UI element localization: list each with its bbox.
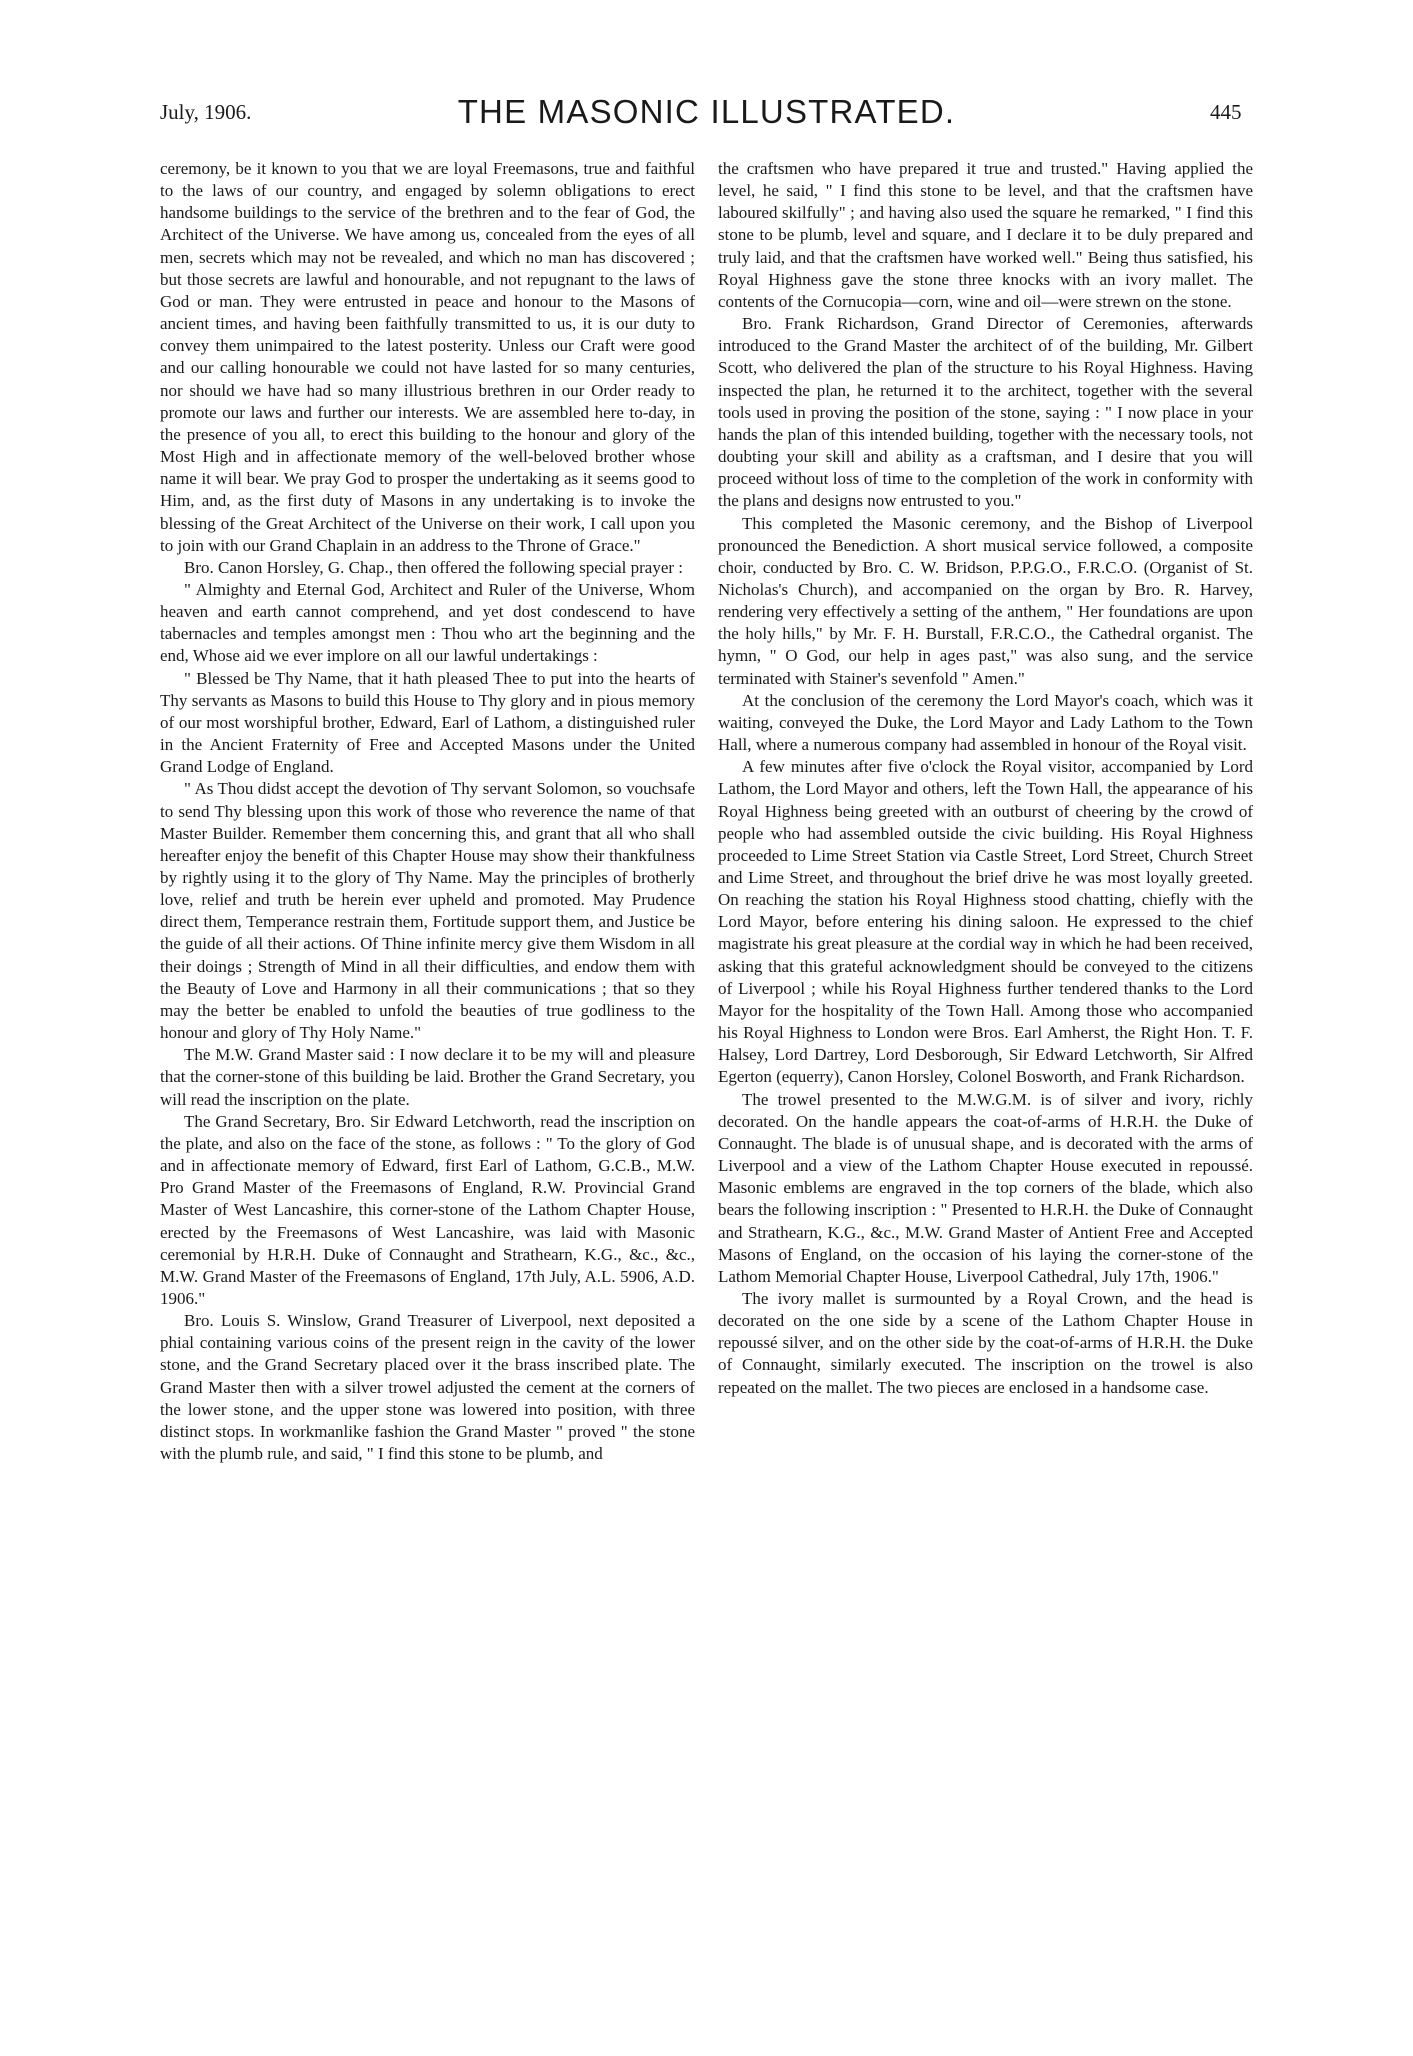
paragraph: The ivory mallet is surmounted by a Royal Crown, and the head is decorated on the one side by a scene of the Lathom Chapter House in repoussé silver, and on the other side by the coat-of-arms of H.R.H. the Duke of Connaught, similarly executed. The inscription on the trowel is also repeated on the mallet. The two pieces are enclosed in a handsome case. xyxy=(718,1288,1253,1397)
paragraph: The M.W. Grand Master said : I now declare it to be my will and pleasure that the corner-stone of this building be laid. Brother the Grand Secretary, you will read the inscription on the plate. xyxy=(160,1045,695,1109)
paragraph: the craftsmen who have prepared it true and trusted." Having applied the level, he said, " I find this stone to be level, and that the craftsmen have laboured skilfully" ; and having also used the square he remarked, " I find this stone to be plumb, level and square, and I declare it to be duly prepared and truly laid, and that the craftsmen have worked well." Being thus satisfied, his Royal Highness gave the stone three knocks with an ivory mallet. The contents of the Cornucopia—corn, wine and oil—were strewn on the stone. xyxy=(718,159,1253,311)
publication-title: THE MASONIC ILLUSTRATED. xyxy=(457,93,956,130)
left-column xyxy=(160,158,695,2018)
paragraph: At the conclusion of the ceremony the Lord Mayor's coach, which was it waiting, conveyed the Duke, the Lord Mayor and Lady Lathom to the Town Hall, where a numerous company had assembled in honour of the Royal visit. xyxy=(718,690,1253,755)
paragraph: " Blessed be Thy Name, that it hath pleased Thee to put into the hearts of Thy servants as Masons to build this House to Thy glory and in pious memory of our most worshipful brother, Edward, Earl of Lathom, a distinguished ruler in the Ancient Fraternity of Free and Accepted Masons under the United Grand Lodge of England. xyxy=(160,668,695,777)
right-column xyxy=(718,158,1253,2018)
page-header xyxy=(0,0,1413,160)
page-number: 445 xyxy=(1210,100,1242,124)
paragraph: The Grand Secretary, Bro. Sir Edward Letchworth, read the inscription on the plate, and also on the face of the stone, as follows : " To the glory of God and in affectionate memory of Edward, first Earl of Lathom, G.C.B., M.W. Pro Grand Master of the Freemasons of England, R.W. Provincial Grand Master of West Lancashire, this corner-stone of the Lathom Chapter House, erected by the Freemasons of West Lancashire, was laid with Masonic ceremonial by H.R.H. Duke of Connaught and Strathearn, K.G., &c., &c., M.W. Grand Master of the Freemasons of England, 17th July, A.L. 5906, A.D. 1906." xyxy=(160,1111,695,1308)
paragraph: Bro. Canon Horsley, G. Chap., then offered the following special prayer : xyxy=(184,557,684,577)
paragraph: The trowel presented to the M.W.G.M. is of silver and ivory, richly decorated. On the handle appears the coat-of-arms of H.R.H. the Duke of Connaught. The blade is of unusual shape, and is decorated with the arms of Liverpool and a view of the Lathom Chapter House executed in repoussé. Masonic emblems are engraved in the top corners of the blade, which also bears the following inscription : " Presented to H.R.H. the Duke of Connaught and Strathearn, K.G., &c., M.W. Grand Master of Antient Free and Accepted Masons of England, on the occasion of his laying the corner-stone of the Lathom Memorial Chapter House, Liverpool Cathedral, July 17th, 1906." xyxy=(718,1089,1253,1286)
paragraph: ceremony, be it known to you that we are loyal Freemasons, true and faithful to the laws of our country, and engaged by solemn obligations to erect handsome buildings to the service of the brethren and to the fear of God, the Architect of the Universe. We have among us, concealed from the eyes of all men, secrets which may not be revealed, and which no man has discovered ; but those secrets are lawful and honourable, and not repugnant to the laws of God or man. They were entrusted in peace and honour to the Masons of ancient times, and having been faithfully transmitted to us, it is our duty to convey them unimpaired to the latest posterity. Unless our Craft were good and our calling honourable we could not have lasted for so many centuries, nor should we have had so many illustrious brethren in our Order ready to promote our laws and further our interests. We are assembled here to-day, in the presence of you all, to erect this building to the honour and glory of the Most High and in affectionate memory of the well-beloved brother whose name it will bear. We pray God to prosper the undertaking as it seems good to Him, and, as the first duty of Masons in any undertaking is to invoke the blessing of the Great Architect of the Universe on their work, I call upon you to join with our Grand Chaplain in an address to the Throne of Grace." xyxy=(160,159,695,555)
paragraph: A few minutes after five o'clock the Royal visitor, accompanied by Lord Lathom, the Lord Mayor and others, left the Town Hall, the appearance of his Royal Highness being greeted with an outburst of cheering by the crowd of people who had assembled outside the civic building. His Royal Highness proceeded to Lime Street Station via Castle Street, Lord Street, Church Street and Lime Street, and throughout the brief drive he was most loyally greeted. On reaching the station his Royal Highness stood chatting, chiefly with the Lord Mayor, before entering his dining saloon. He expressed to the chief magistrate his great pleasure at the cordial way in which he had been received, asking that this grateful acknowledgment should be conveyed to the citizens of Liverpool ; while his Royal Highness further tendered thanks to the Lord Mayor for the hospitality of the Town Hall. Among those who accompanied his Royal Highness to London were Bros. Earl Amherst, the Right Hon. T. F. Halsey, Lord Dartrey, Lord Desborough, Sir Edward Letchworth, Sir Alfred Egerton (equerry), Canon Horsley, Colonel Bosworth, and Frank Richardson. xyxy=(718,757,1253,1087)
paragraph: " Almighty and Eternal God, Architect and Ruler of the Universe, Whom heaven and earth cannot comprehend, and yet dost condescend to have tabernacles and temples amongst men : Thou who art the beginning and the end, Whose aid we ever implore on all our lawful undertakings : xyxy=(160,579,695,666)
paragraph: This completed the Masonic ceremony, and the Bishop of Liverpool pronounced the Benediction. A short musical service followed, a composite choir, conducted by Bro. C. W. Bridson, P.P.G.O., F.R.C.O. (Organist of St. Nicholas's Church), and accompanied on the organ by Bro. R. Harvey, rendering very effectively a setting of the anthem, " Her foundations are upon the holy hills," by Mr. F. H. Burstall, F.R.C.O., the Cathedral organist. The hymn, " O God, our help in ages past," was also sung, and the service terminated with Stainer's sevenfold " Amen." xyxy=(718,513,1253,688)
paragraph: Bro. Louis S. Winslow, Grand Treasurer of Liverpool, next deposited a phial containing various coins of the present reign in the cavity of the lower stone, and the Grand Secretary placed over it the brass inscribed plate. The Grand Master then with a silver trowel adjusted the cement at the corners of the lower stone, and the upper stone was lowered into position, with three distinct stops. In workmanlike fashion the Grand Master " proved " the stone with the plumb rule, and said, " I find this stone to be plumb, and xyxy=(160,1311,695,1464)
issue-date: July, 1906. xyxy=(160,100,252,124)
paragraph: Bro. Frank Richardson, Grand Director of Ceremonies, afterwards introduced to the Grand Master the architect of of the building, Mr. Gilbert Scott, who delivered the plan of the structure to his Royal Highness. Having inspected the plan, he returned it to the architect, together with the several tools used in proving the position of the stone, saying : " I now place in your hands the plan of this intended building, together with the necessary tools, not doubting your skill and ability as a craftsman, and I desire that you will proceed without loss of time to the completion of the work in conformity with the plans and designs now entrusted to you." xyxy=(718,314,1253,511)
paragraph: " As Thou didst accept the devotion of Thy servant Solomon, so vouchsafe to send Thy blessing upon this work of those who reverence the name of that Master Builder. Remember them concerning this, and grant that all who shall hereafter enjoy the benefit of this Chapter House may show their thankfulness by rightly using it to the glory of Thy Name. May the principles of brotherly love, relief and truth be herein ever upheld and promoted. May Prudence direct them, Temperance restrain them, Fortitude support them, and Justice be the guide of all their actions. Of Thine infinite mercy give them Wisdom in all their doings ; Strength of Mind in all their difficulties, and endow them with the Beauty of Love and Harmony in all their communications ; that so they may the better be enabled to unfold the beauties of true godliness to the honour and glory of Thy Holy Name." xyxy=(160,779,695,1043)
